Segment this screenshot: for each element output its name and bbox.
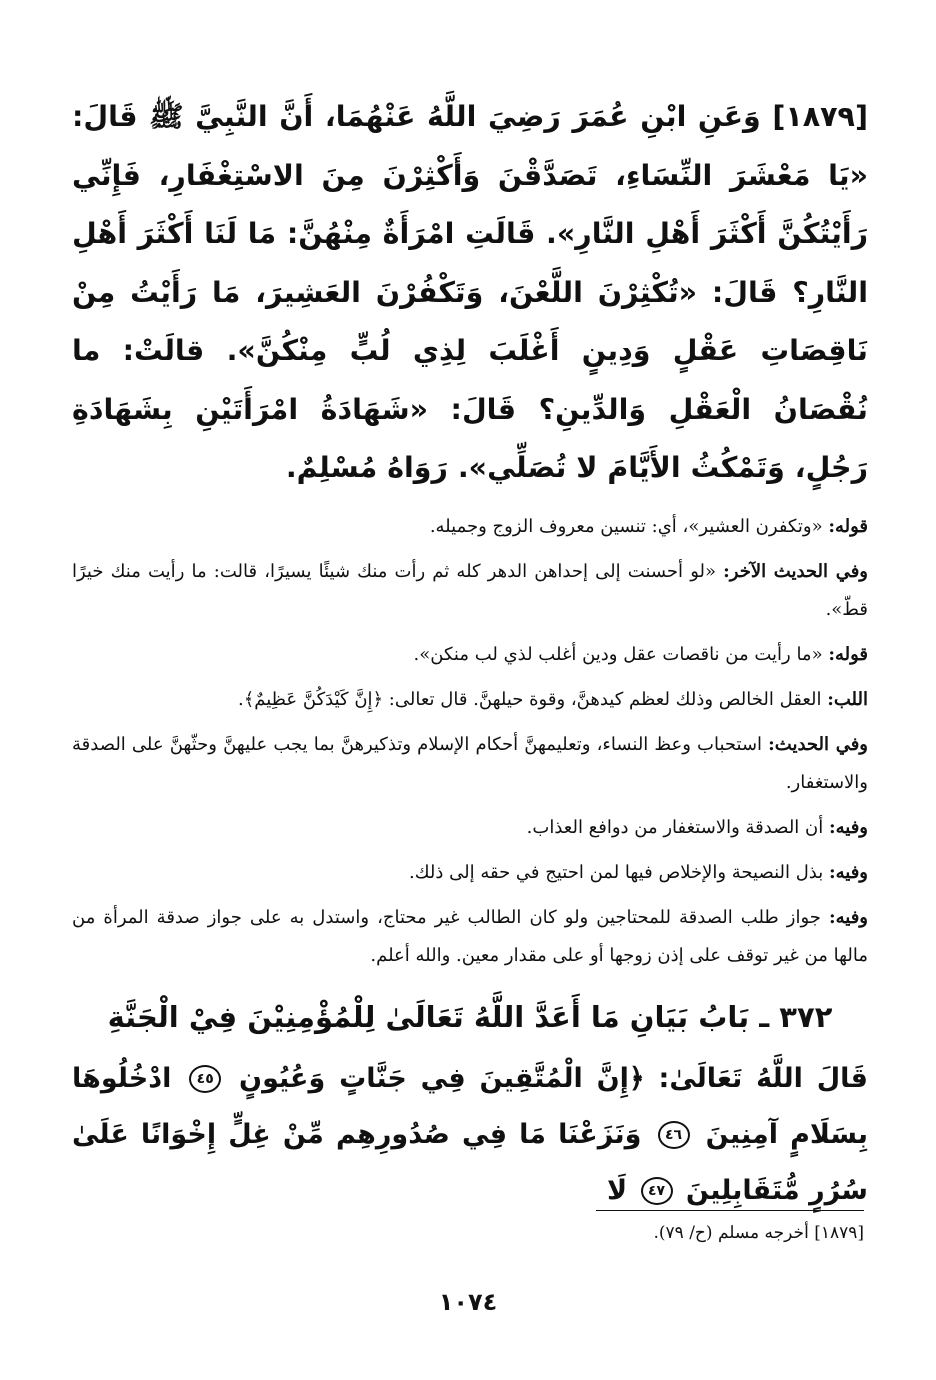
paragraph-text: العقل الخالص وذلك لعظم كيدهنَّ، وقوة حيلهنَّ. قال تعالى: ﴿إِنَّ كَيْدَكُنَّ عَظِيمٌ﴾. (237, 688, 828, 710)
paragraph-lead: وفيه: (828, 861, 868, 883)
page-number: ١٠٧٤ (438, 1288, 498, 1316)
page-body (72, 88, 868, 1219)
quran-verse-text: ادْخُلُوهَا بِسَلَامٍ آمِنِينَ (72, 1062, 869, 1150)
footnote: [١٨٧٩] أخرجه مسلم (ح/ ٧٩). (653, 1223, 864, 1243)
paragraph-lead: اللب: (827, 688, 868, 710)
paragraph-text: جواز طلب الصدقة للمحتاجين ولو كان الطالب غير محتاج، واستدل به على جواز صدقة المرأة من مالها من غير توقف على إذن زوجها أو على مقدار معين. والله أعلم. (72, 906, 868, 966)
paragraph-text: بذل النصيحة والإخلاص فيها لمن احتيج في حقه إلى ذلك. (409, 861, 829, 883)
quran-intro: قَالَ اللَّهُ تَعَالَىٰ: (644, 1062, 868, 1094)
commentary-paragraph (72, 553, 868, 629)
hadith-number: [١٨٧٩] (772, 100, 868, 133)
ayah-number-marker: ٤٥ (189, 1065, 221, 1093)
paragraph-text: استحباب وعظ النساء، وتعليمهنَّ أحكام الإسلام وتذكيرهنَّ بما يجب عليهنَّ وحثّهنَّ على الصدقة والاستغفار. (72, 733, 868, 793)
hadith-text: وَعَنِ ابْنِ عُمَرَ رَضِيَ اللَّهُ عَنْهُمَا، أَنَّ النَّبِيَّ ﷺ قَالَ: «يَا مَعْشَرَ النِّسَاءِ، تَصَدَّقْنَ وَأَكْثِرْنَ مِنَ الاسْتِغْفَارِ، فَإِنِّي رَأَيْتُكُنَّ أَكْثَرَ أَهْلِ النَّارِ». قَالَتِ امْرَأَةٌ مِنْهُنَّ: مَا لَنَا أَكْثَرَ أَهْلِ النَّارِ؟ قَالَ: «تُكْثِرْنَ اللَّعْنَ، وَتَكْفُرْنَ العَشِيرَ، مَا رَأَيْتُ مِنْ نَاقِصَاتِ عَقْلٍ وَدِينٍ أَغْلَبَ لِذِي لُبٍّ مِنْكُنَّ». قالَتْ: ما نُقْصَانُ الْعَقْلِ وَالدِّينِ؟ قَالَ: «شَهَادَةُ امْرَأَتَيْنِ بِشَهَادَةِ رَجُلٍ، وَتَمْكُثُ الأَيَّامَ لا تُصَلِّي». رَوَاهُ مُسْلِمٌ. (72, 100, 868, 484)
commentary-paragraph (72, 726, 868, 802)
paragraph-lead: قوله: (828, 643, 868, 665)
ayah-number-marker: ٤٦ (658, 1121, 690, 1149)
hadith-paragraph (72, 88, 868, 498)
commentary-paragraph (72, 681, 868, 719)
quran-verse-text: ﴿إِنَّ الْمُتَّقِينَ فِي جَنَّاتٍ وَعُيُونٍ (239, 1062, 645, 1094)
paragraph-lead: وفي الحديث الآخر: (723, 560, 868, 582)
commentary-paragraph (72, 854, 868, 892)
paragraph-lead: وفيه: (828, 816, 868, 838)
quran-verse-text: لَا (606, 1174, 628, 1206)
commentary-paragraph (72, 508, 868, 546)
paragraph-text: «ما رأيت من ناقصات عقل ودين أغلب لذي لب منكن». (413, 643, 829, 665)
commentary (72, 508, 868, 975)
commentary-paragraph (72, 899, 868, 975)
chapter-heading: ٣٧٢ ـ بَابُ بَيَانِ مَا أَعَدَّ اللَّهُ تَعَالَىٰ لِلْمُؤْمِنِيْنَ فِيْ الْجَنَّةِ (107, 999, 833, 1034)
footnote-divider (596, 1210, 864, 1211)
quran-verse-text: وَنَزَعْنَا مَا فِي صُدُورِهِم مِّنْ غِلٍّ إِخْوَانًا عَلَىٰ سُرُرٍ مُّتَقَابِلِينَ (72, 1118, 868, 1206)
commentary-paragraph (72, 636, 868, 674)
paragraph-text: أن الصدقة والاستغفار من دوافع العذاب. (526, 816, 829, 838)
paragraph-text: «وتكفرن العشير»، أي: تنسين معروف الزوج وجميله. (429, 515, 829, 537)
paragraph-lead: قوله: (828, 515, 868, 537)
paragraph-lead: وفي الحديث: (768, 733, 868, 755)
ayah-number-marker: ٤٧ (641, 1177, 673, 1205)
commentary-paragraph (72, 809, 868, 847)
paragraph-text: «لو أحسنت إلى إحداهن الدهر كله ثم رأت منك شيئًا يسيرًا، قالت: ما رأيت منك خيرًا قطّ». (72, 560, 868, 620)
paragraph-lead: وفيه: (828, 906, 868, 928)
quran-verses (72, 1051, 868, 1219)
